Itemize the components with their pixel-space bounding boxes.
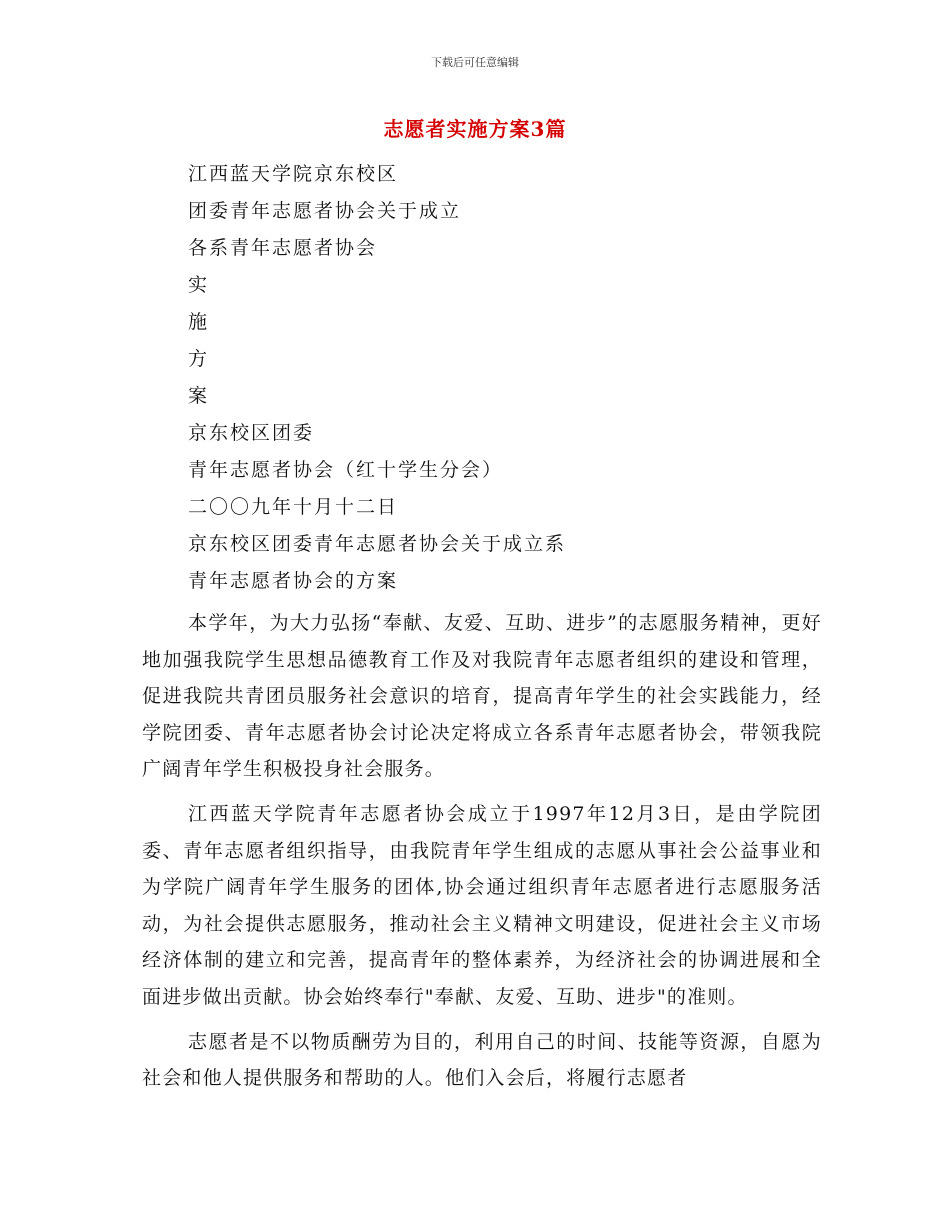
cover-line: 二〇〇九年十月十二日 [188,496,399,518]
document-title: 志愿者实施方案3篇 [383,117,567,141]
cover-line: 施 [188,311,210,333]
cover-line: 江西蓝天学院京东校区 [188,163,399,185]
body-paragraph: 本学年，为大力弘扬“奉献、友爱、互助、进步”的志愿服务精神，更好地加强我院学生思想品德教育工作及对我院青年志愿者组织的建设和管理，促进我院共青团员服务社会意识的培育，提高青年学生的社会实践能力，经学院团委、青年志愿者协会讨论决定将成立各系青年志愿者协会，带领我院广阔青年学生积极投身社会服务。 [142,612,822,781]
cover-line: 团委青年志愿者协会关于成立 [188,200,462,222]
header-note: 下载后可任意编辑 [431,56,519,69]
body-paragraph: 志愿者是不以物质酬劳为目的，利用自己的时间、技能等资源，自愿为社会和他人提供服务和帮助的人。他们入会后，将履行志愿者 [142,1030,822,1090]
cover-block [188,160,828,604]
body-paragraph: 江西蓝天学院青年志愿者协会成立于1997年12月3日，是由学院团委、青年志愿者组织指导，由我院青年学生组成的志愿从事社会公益事业和为学院广阔青年学生服务的团体,协会通过组织青年志愿者进行志愿服务活动，为社会提供志愿服务，推动社会主义精神文明建设，促进社会主义市场经济体制的建立和完善，提高青年的整体素养，为经济社会的协调进展和全面进步做出贡献。协会始终奉行"奉献、友爱、互助、进步"的准则。 [142,802,822,1008]
cover-line: 案 [188,385,210,407]
cover-line: 实 [188,274,210,296]
cover-line: 各系青年志愿者协会 [188,237,378,259]
cover-line: 京东校区团委青年志愿者协会关于成立系 [188,533,567,555]
cover-line: 青年志愿者协会（红十学生分会） [188,459,504,481]
cover-line: 方 [188,348,210,370]
cover-line: 京东校区团委 [188,422,315,444]
cover-line: 青年志愿者协会的方案 [188,570,399,592]
body-text [142,605,822,1101]
